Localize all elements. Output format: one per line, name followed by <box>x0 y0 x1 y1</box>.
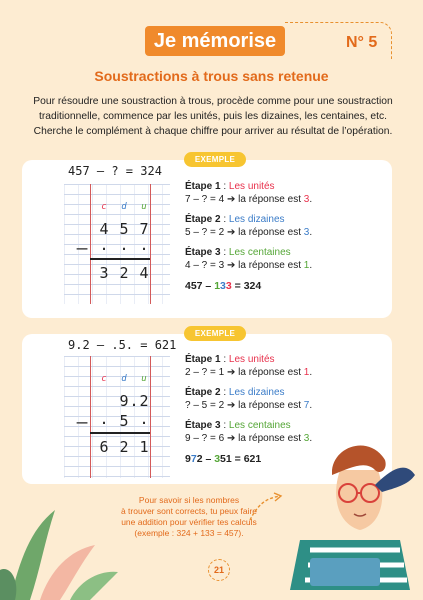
example-operation: 457 – ? = 324 <box>68 164 162 178</box>
intro-text: Pour résoudre une soustraction à trous, procède comme pour une soustraction traditionnelle, commence par les unités, puis les dizaines, les centaines, etc. Cherche le complément à chaque chiffre pour arriver au résultat de l’opération. <box>33 96 393 137</box>
lesson-subtitle: Soustractions à trous sans retenue <box>94 68 329 84</box>
example-result: 457 – 133 = 324 <box>185 280 262 292</box>
example-result: 972 – 351 = 621 <box>185 453 262 465</box>
column-grid: c d u 9 . 2 – . 5 . 6 2 1 <box>64 356 170 478</box>
example-badge: EXEMPLE <box>184 152 246 167</box>
page-title: Je mémorise <box>145 26 285 56</box>
plant-illustration <box>0 470 120 600</box>
example-badge: EXEMPLE <box>184 326 246 341</box>
steps-list: Étape 1 : Les unités 2 – ? = 1 ➔ la réponse est 1. Étape 2 : Les dizaines ? – 5 = 2 ➔ la réponse est 7. Étape 3 : Les centaines 9 – ? = 6 ➔ la réponse est 3. 972 – 351 = 621 <box>185 354 313 465</box>
column-grid: c d u 4 5 7 – . . . 3 2 4 <box>64 184 170 304</box>
tip-text: Pour savoir si les nombres à trouver sont corrects, tu peux faire une addition pour vérifier tes calculs (exemple : 324 + 133 = 457). <box>120 495 258 538</box>
page-number: 21 <box>208 559 230 581</box>
steps-list: Étape 1 : Les unités 7 – ? = 4 ➔ la réponse est 3. Étape 2 : Les dizaines 5 – ? = 2 ➔ la réponse est 3. Étape 3 : Les centaines 4 – ? = 3 ➔ la réponse est 1. 457 – 133 = 324 <box>185 181 313 292</box>
example-operation: 9.2 – .5. = 621 <box>68 338 177 352</box>
lesson-number: N° 5 <box>346 34 378 51</box>
boy-reading-illustration <box>270 430 420 595</box>
